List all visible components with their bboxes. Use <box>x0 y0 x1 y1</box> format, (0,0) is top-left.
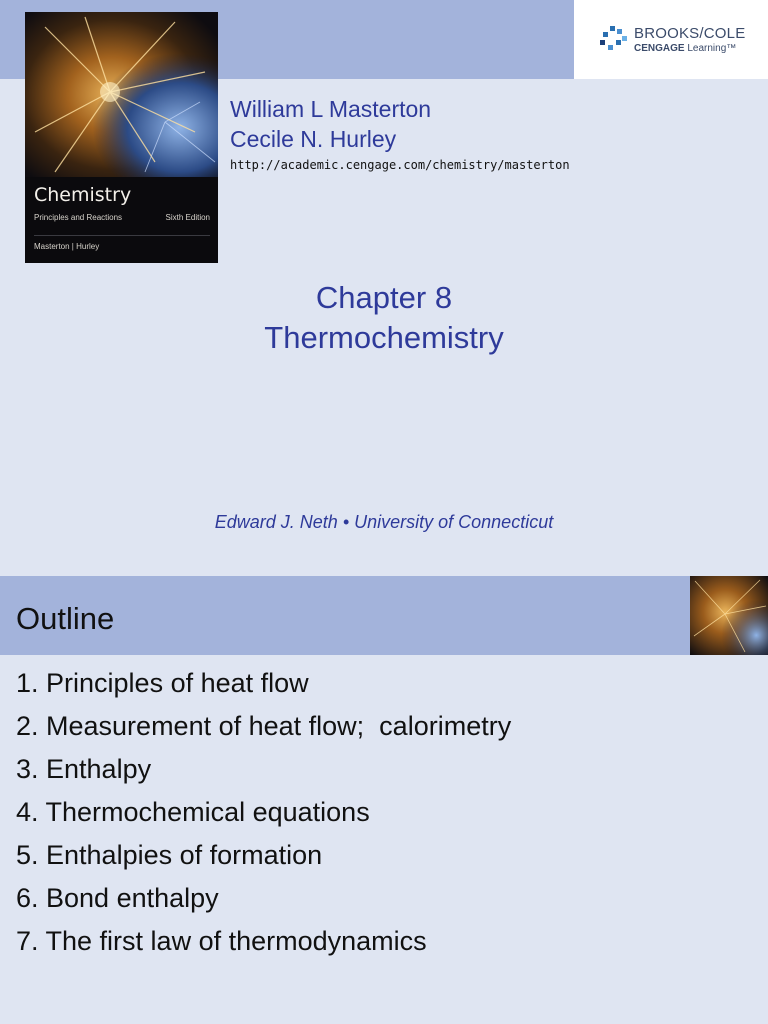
author-name: William L Masterton <box>230 96 432 122</box>
list-item: 4. Thermochemical equations <box>16 797 370 827</box>
cover-artwork <box>25 12 218 177</box>
cover-subtitle: Principles and Reactions <box>34 213 123 222</box>
book-cover <box>25 12 218 263</box>
chapter-number: Chapter 8 <box>315 280 453 315</box>
header-band <box>0 576 690 655</box>
publisher-logo <box>574 0 768 79</box>
list-item: 7. The first law of thermodynamics <box>16 926 427 956</box>
list-item: 1. Principles of heat flow <box>16 668 309 698</box>
outline-slide <box>0 576 768 1024</box>
publisher-subname: CENGAGE Learning™ <box>634 43 737 54</box>
author-name: Cecile N. Hurley <box>230 126 397 152</box>
list-item: 6. Bond enthalpy <box>16 883 219 913</box>
publisher-logo-icon <box>600 26 630 52</box>
header-thumbnail <box>690 576 768 655</box>
outline-list <box>16 666 511 967</box>
chapter-title: Thermochemistry <box>264 320 504 355</box>
list-item: 5. Enthalpies of formation <box>16 840 323 870</box>
cover-title: Chemistry <box>34 184 132 206</box>
publisher-name: BROOKS/COLE <box>634 25 746 42</box>
cover-artwork-thumbnail <box>690 576 768 655</box>
slide-title: Outline <box>16 601 115 636</box>
cover-authors: Masterton | Hurley <box>34 242 100 251</box>
presenter-byline: Edward J. Neth • University of Connecticut <box>214 512 554 532</box>
cover-edition: Sixth Edition <box>165 213 210 222</box>
website-link[interactable]: http://academic.cengage.com/chemistry/masterton <box>230 158 570 172</box>
list-item: 2. Measurement of heat flow; calorimetry <box>16 711 512 741</box>
list-item: 3. Enthalpy <box>16 754 152 784</box>
cover-divider <box>34 235 210 236</box>
